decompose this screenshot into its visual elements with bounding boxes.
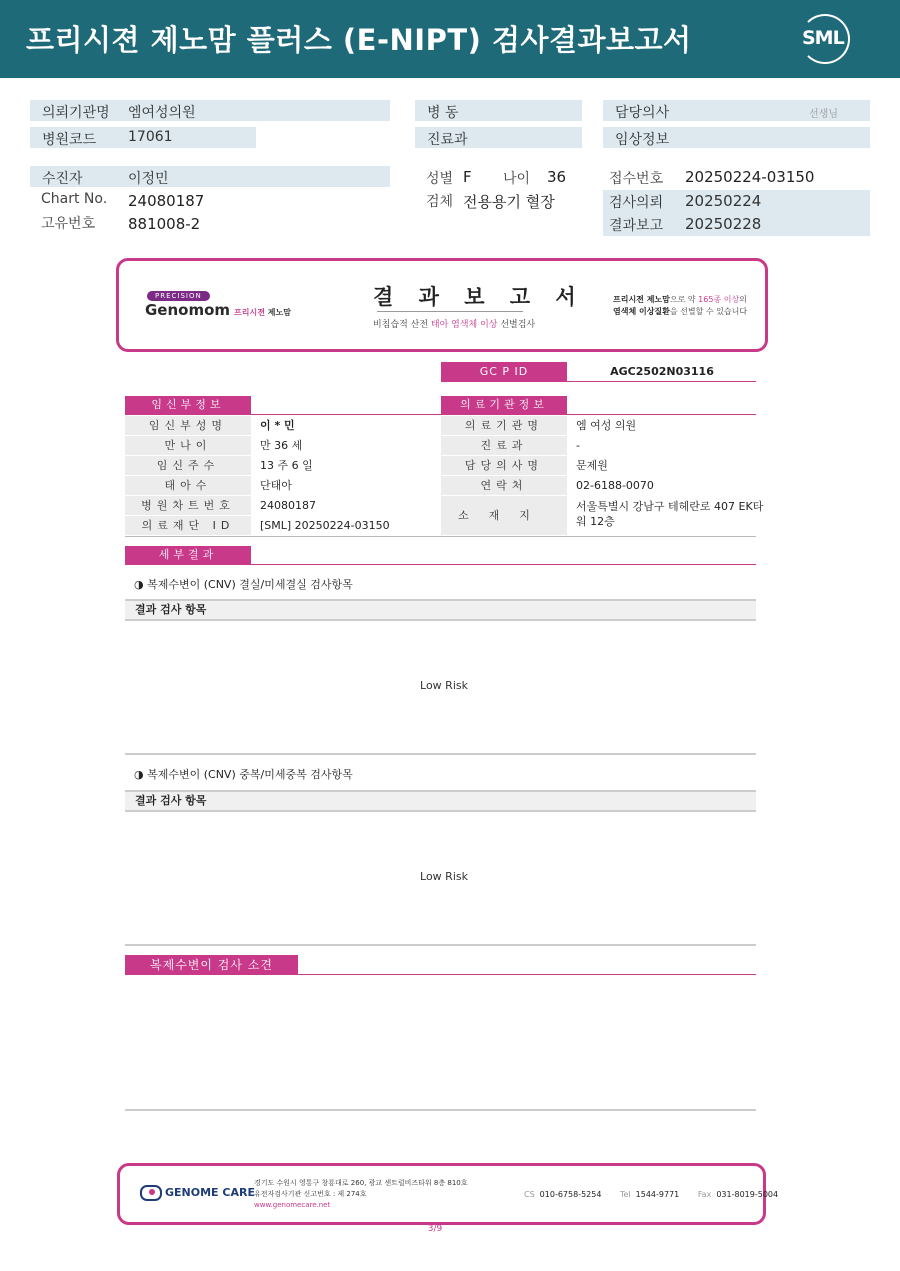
doctor-box — [603, 100, 870, 121]
banner-title: 결 과 보 고 서 — [373, 285, 585, 309]
opinion-bottom — [125, 1109, 756, 1111]
duplication-result: Low Risk — [420, 870, 468, 883]
info-row-key: 태아수 — [125, 476, 251, 495]
info-row — [125, 456, 441, 476]
footer-contact — [524, 1190, 778, 1199]
footer-address — [254, 1178, 468, 1211]
deletion-result: Low Risk — [420, 679, 468, 692]
sml-logo — [800, 14, 850, 64]
info-row — [125, 416, 441, 436]
deletion-bottom — [125, 753, 756, 755]
institution-info-line — [441, 414, 756, 415]
hospital-code-value: 17061 — [128, 129, 173, 145]
tel-number: 1544-9771 — [635, 1190, 680, 1199]
opinion-line — [125, 974, 756, 975]
info-row-key: 연락처 — [441, 476, 567, 495]
precision-badge: PRECISION — [147, 291, 210, 301]
top-bar — [0, 0, 900, 78]
chart-label: Chart No. — [41, 191, 108, 207]
footer-box — [117, 1163, 779, 1225]
institution-label: 의뢰기관명 — [42, 105, 110, 121]
genome-care-logo — [140, 1185, 255, 1201]
info-row-key: 의료재단 ID — [125, 516, 251, 535]
right-l2-b: 염색체 이상질환 — [613, 307, 670, 316]
right-l2-post: 을 선별할 수 있습니다 — [669, 307, 748, 316]
banner-divider — [377, 311, 523, 312]
doctor-suffix: 선생님 — [809, 109, 838, 120]
doctor-label: 담당의사 — [615, 105, 670, 121]
request-label: 검사의뢰 — [609, 195, 664, 211]
info-row — [441, 416, 756, 436]
cnv-deletion-section: ◑ 복제수변이 (CNV) 결실/미세결실 검사항목 — [134, 578, 353, 591]
age-value: 36 — [547, 168, 567, 186]
sex-label: 성별 — [426, 171, 454, 187]
address-line1: 서울특별시 강남구 테헤란로 407 EK타 — [576, 500, 764, 513]
gcp-underline — [441, 381, 756, 382]
info-row — [125, 436, 441, 456]
info-row-key: 의료기관명 — [441, 416, 567, 435]
cs-label: CS — [524, 1190, 535, 1199]
genome-care-icon — [140, 1185, 162, 1201]
tel-label: Tel — [619, 1190, 631, 1199]
specimen-value: 전용용기 혈장 — [463, 193, 555, 211]
ward-label: 병 동 — [427, 105, 459, 121]
sub-hl: 태아 염색체 이상 — [430, 320, 498, 330]
address-label: 소재지 — [441, 496, 567, 535]
info-bottom-line — [125, 536, 756, 537]
hospital-code-box — [30, 127, 256, 148]
info-row-key: 임신주수 — [125, 456, 251, 475]
duplication-header — [125, 790, 756, 812]
sub-pre: 비침습적 산전 — [373, 320, 431, 330]
right-l1-post: 의 — [739, 295, 747, 304]
genomom-logo — [145, 301, 291, 319]
gcp-id-label: GC P ID — [441, 362, 567, 381]
report-value: 20250228 — [685, 215, 762, 233]
details-title: 세부결과 — [125, 546, 251, 564]
info-row — [125, 496, 441, 516]
deletion-header — [125, 599, 756, 621]
clinical-label: 임상정보 — [615, 132, 670, 148]
footer-web[interactable]: www.genomecare.net — [254, 1201, 331, 1209]
report-banner — [116, 258, 768, 352]
fax-number: 031-8019-5004 — [716, 1190, 779, 1199]
page-number: 3/9 — [427, 1224, 443, 1234]
fax-label: Fax — [697, 1190, 712, 1199]
cnv-duplication-section: ◑ 복제수변이 (CNV) 중복/미세중복 검사항목 — [134, 768, 353, 781]
patient-box — [30, 166, 390, 187]
banner-subtitle — [373, 317, 535, 330]
details-line — [125, 564, 756, 565]
sml-logo-text: SML — [802, 27, 844, 49]
footer-addr2: 유전자검사기관 신고번호 : 제 274호 — [254, 1190, 367, 1198]
banner-right-text — [613, 294, 747, 318]
info-row — [441, 436, 756, 456]
receipt-value: 20250224-03150 — [685, 168, 815, 186]
info-row-value: - — [576, 439, 580, 452]
info-row-value: 엠 여성 의원 — [576, 419, 637, 432]
opinion-title: 복제수변이 검사 소견 — [125, 955, 298, 975]
specimen-label: 검체 — [426, 194, 454, 210]
dept-label: 진료과 — [427, 132, 468, 148]
info-row-key: 진료과 — [441, 436, 567, 455]
receipt-label: 접수번호 — [609, 171, 664, 187]
info-row — [441, 456, 756, 476]
patient-value: 이정민 — [128, 171, 169, 187]
right-l1-b: 프리시젼 제노맘 — [613, 295, 670, 304]
info-row-value: [SML] 20250224-03150 — [260, 519, 390, 532]
info-row-key: 병원차트번호 — [125, 496, 251, 515]
info-row-value: 문제원 — [576, 459, 608, 472]
request-value: 20250224 — [685, 192, 762, 210]
info-row-value: 단태아 — [260, 479, 292, 492]
gcp-id-value: AGC2502N03116 — [610, 365, 714, 378]
hospital-code-label: 병원코드 — [42, 132, 97, 148]
address-line2: 워 12층 — [576, 515, 615, 528]
chart-value: 24080187 — [128, 192, 205, 210]
report-label: 결과보고 — [609, 218, 664, 234]
duplication-bottom — [125, 944, 756, 946]
right-l1-hl: 165종 이상 — [698, 295, 740, 304]
id-label: 고유번호 — [41, 216, 96, 232]
right-l1-pre: 으로 약 — [669, 295, 699, 304]
institution-info-title: 의료기관정보 — [441, 396, 567, 414]
pregnant-info-line — [125, 414, 441, 415]
info-row-value: 만 36 세 — [260, 439, 303, 452]
info-row-value: 13 주 6 일 — [260, 459, 313, 472]
genome-care-text: GENOME CARE — [165, 1186, 255, 1199]
genomom-logo-sub1: 프리시젼 — [234, 308, 265, 317]
info-row-key: 만나이 — [125, 436, 251, 455]
info-row-value: 24080187 — [260, 499, 316, 512]
genomom-logo-text: Genomom — [145, 301, 231, 319]
duplication-header-label: 결과 검사 항목 — [135, 794, 207, 807]
age-label: 나이 — [503, 171, 531, 187]
info-row — [441, 476, 756, 496]
ward-box — [415, 100, 582, 121]
cs-number: 010-6758-5254 — [539, 1190, 602, 1199]
info-row-value: 02-6188-0070 — [576, 479, 654, 492]
patient-label: 수진자 — [42, 171, 83, 187]
institution-value: 엠여성의원 — [128, 105, 196, 121]
pregnant-info-title: 임신부정보 — [125, 396, 251, 414]
clinical-box — [603, 127, 870, 148]
report-title: 프리시젼 제노맘 플러스 (E-NIPT) 검사결과보고서 — [26, 23, 692, 57]
sub-post: 선별검사 — [497, 320, 536, 330]
deletion-header-label: 결과 검사 항목 — [135, 603, 207, 616]
info-row — [125, 516, 441, 536]
info-row — [125, 476, 441, 496]
institution-box — [30, 100, 390, 121]
sex-value: F — [463, 168, 472, 186]
request-report-box — [603, 190, 870, 236]
info-row-key: 임신부성명 — [125, 416, 251, 435]
dept-box — [415, 127, 582, 148]
genomom-logo-sub2: 제노맘 — [267, 308, 291, 317]
id-value: 881008-2 — [128, 215, 201, 233]
info-row-key: 담당의사명 — [441, 456, 567, 475]
info-row-value: 이 * 민 — [260, 419, 295, 432]
footer-addr1: 경기도 수원시 영통구 창룡대로 260, 광교 센트럴비즈타워 8층 810호 — [254, 1179, 468, 1187]
address-row — [441, 496, 764, 536]
